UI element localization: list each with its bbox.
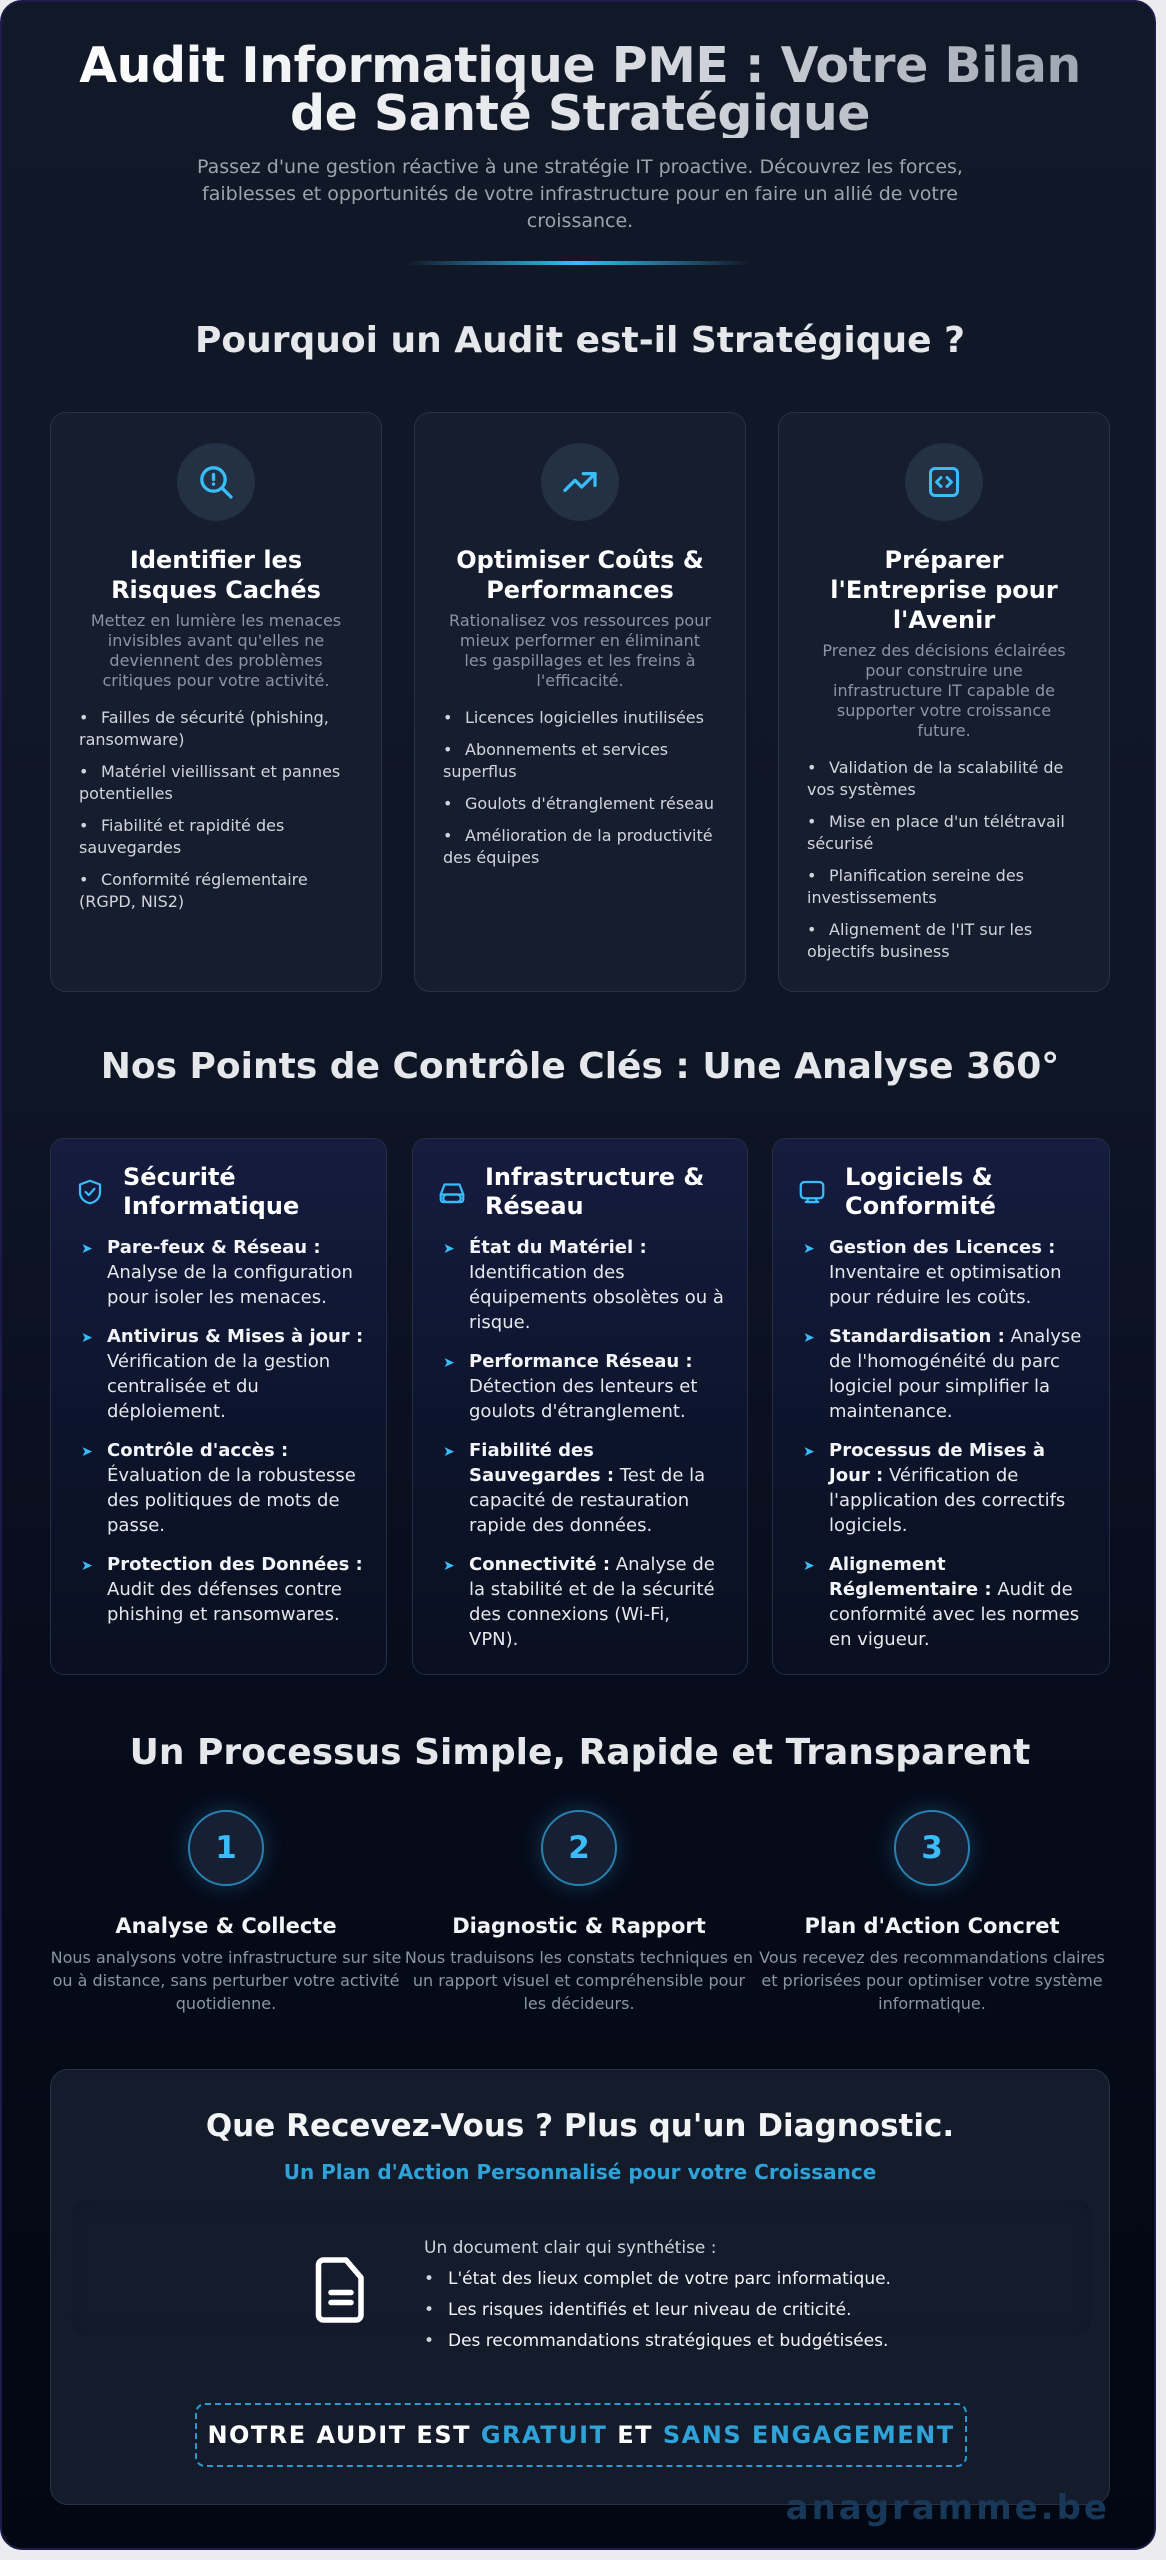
arrow-icon: ➤ — [81, 1558, 93, 1574]
page-title: Audit Informatique PME : Votre Bilan de Santé Stratégique — [50, 42, 1110, 138]
arrow-icon: ➤ — [803, 1241, 815, 1257]
document-icon — [311, 2255, 371, 2325]
step-title: Diagnostic & Rapport — [452, 1914, 706, 1938]
hero — [2, 37, 1156, 235]
accent-divider — [405, 261, 750, 265]
list-item: • Abonnements et services superflus — [443, 740, 669, 781]
why-card-title: Optimiser Coûts & Performances — [456, 546, 704, 604]
deliverable-lead: Un document clair qui synthétise : — [424, 2238, 717, 2258]
step-title: Analyse & Collecte — [115, 1914, 337, 1938]
step-number-badge: 2 — [541, 1810, 617, 1886]
list-item: ➤ Processus de Mises à Jour : Vérification de l'application des correctifs logiciels. — [803, 1440, 1066, 1536]
arrow-icon: ➤ — [81, 1330, 93, 1346]
hard-drive-icon — [437, 1177, 467, 1207]
list-item: • Planification sereine des investissements — [807, 866, 1024, 907]
arrow-icon: ➤ — [443, 1444, 455, 1460]
arrow-icon: ➤ — [803, 1330, 815, 1346]
arrow-icon: ➤ — [443, 1355, 455, 1371]
process-step-1 — [50, 1810, 402, 2015]
list-item: • Alignement de l'IT sur les objectifs business — [807, 920, 1033, 961]
list-item: • Fiabilité et rapidité des sauvegardes — [79, 816, 285, 857]
process-section-title: Un Processus Simple, Rapide et Transparent — [129, 1732, 1031, 1773]
list-item: ➤ Contrôle d'accès : Évaluation de la robustesse des politiques de mots de passe. — [81, 1440, 356, 1536]
list-item: • Amélioration de la productivité des équipes — [443, 826, 713, 867]
list-item: • Conformité réglementaire (RGPD, NIS2) — [79, 870, 308, 911]
control-card-software — [772, 1138, 1110, 1675]
list-item: ➤ Protection des Données : Audit des défenses contre phishing et ransomwares. — [81, 1554, 363, 1625]
step-desc: Nous analysons votre infrastructure sur site ou à distance, sans perturber votre activité quotidienne. — [50, 1948, 402, 2013]
list-item: ➤ Connectivité : Analyse de la stabilité et de la sécurité des connexions (Wi-Fi, VPN). — [443, 1554, 715, 1650]
why-card-title: Identifier les Risques Cachés — [111, 546, 321, 604]
list-item: • Mise en place d'un télétravail sécurisé — [807, 812, 1065, 853]
list-item: • Validation de la scalabilité de vos systèmes — [807, 758, 1064, 799]
control-card-infrastructure — [412, 1138, 748, 1675]
why-card-costs — [414, 412, 746, 992]
control-card-title: Infrastructure & Réseau — [485, 1163, 705, 1220]
why-section-title: Pourquoi un Audit est-il Stratégique ? — [195, 320, 965, 361]
step-desc: Nous traduisons les constats techniques en un rapport visuel et compréhensible pour les décideurs. — [404, 1948, 754, 2013]
list-item: • Des recommandations stratégiques et budgétisées. — [424, 2331, 889, 2351]
arrow-icon: ➤ — [81, 1444, 93, 1460]
list-item: ➤ Fiabilité des Sauvegardes : Test de la capacité de restauration rapide des données. — [443, 1440, 706, 1536]
free-audit-banner: NOTRE AUDIT EST GRATUIT ET SANS ENGAGEMENT — [195, 2403, 967, 2467]
step-number-badge: 3 — [894, 1810, 970, 1886]
arrow-icon: ➤ — [81, 1241, 93, 1257]
arrow-icon: ➤ — [803, 1558, 815, 1574]
list-item: • Les risques identifiés et leur niveau de criticité. — [424, 2300, 852, 2320]
arrow-icon: ➤ — [443, 1241, 455, 1257]
why-card-future — [778, 412, 1110, 992]
step-desc: Vous recevez des recommandations claires et priorisées pour optimiser votre système informatique. — [759, 1948, 1105, 2013]
arrow-icon: ➤ — [443, 1558, 455, 1574]
step-title: Plan d'Action Concret — [804, 1914, 1060, 1938]
why-card-risks — [50, 412, 382, 992]
shield-check-icon — [75, 1177, 105, 1207]
deliverable-subtitle: Un Plan d'Action Personnalisé pour votre Croissance — [283, 2160, 877, 2184]
list-item: • Matériel vieillissant et pannes potentielles — [79, 762, 341, 803]
list-item: • Failles de sécurité (phishing, ransomware) — [79, 708, 329, 749]
monitor-icon — [797, 1177, 827, 1207]
why-card-desc: Prenez des décisions éclairées pour construire une infrastructure IT capable de supporter votre croissance future. — [822, 641, 1066, 740]
list-item: • Goulots d'étranglement réseau — [443, 794, 715, 813]
list-item: • Licences logicielles inutilisées — [443, 708, 704, 727]
arrow-icon: ➤ — [803, 1444, 815, 1460]
list-item: • L'état des lieux complet de votre parc informatique. — [424, 2269, 891, 2289]
list-item: ➤ Standardisation : Analyse de l'homogénéité du parc logiciel pour simplifier la maintenance. — [803, 1326, 1082, 1422]
why-card-list — [443, 707, 717, 869]
list-item: ➤ Pare-feux & Réseau : Analyse de la configuration pour isoler les menaces. — [81, 1237, 353, 1308]
hero-subtitle: Passez d'une gestion réactive à une stratégie IT proactive. Découvrez les forces, faiblesses et opportunités de votre infrastructure pour en faire un allié de votre croissance. — [197, 156, 963, 232]
controls-section-title: Nos Points de Contrôle Clés : Une Analyse 360° — [100, 1046, 1060, 1087]
list-item: ➤ Performance Réseau : Détection des lenteurs et goulots d'étranglement. — [443, 1351, 698, 1422]
process-step-3 — [756, 1810, 1108, 2015]
deliverable-title: Que Recevez-Vous ? Plus qu'un Diagnostic. — [205, 2108, 955, 2144]
control-card-security — [50, 1138, 387, 1675]
list-item: ➤ Gestion des Licences : Inventaire et optimisation pour réduire les coûts. — [803, 1237, 1062, 1308]
why-card-list — [807, 757, 1081, 963]
list-item: ➤ Alignement Réglementaire : Audit de conformité avec les normes en vigueur. — [803, 1554, 1080, 1650]
why-card-list — [79, 707, 353, 913]
why-card-title: Préparer l'Entreprise pour l'Avenir — [830, 546, 1058, 634]
deliverable-card — [50, 2069, 1110, 2505]
control-card-title: Sécurité Informatique — [123, 1163, 300, 1220]
code-square-icon — [905, 443, 983, 521]
why-card-desc: Mettez en lumière les menaces invisibles avant qu'elles ne deviennent des problèmes critiques pour votre activité. — [90, 611, 342, 690]
process-step-2 — [403, 1810, 755, 2015]
list-item: ➤ État du Matériel : Identification des équipements obsolètes ou à risque. — [443, 1237, 724, 1333]
step-number-badge: 1 — [188, 1810, 264, 1886]
deliverable-summary — [71, 2200, 1091, 2351]
search-alert-icon — [177, 443, 255, 521]
watermark: anagramme.be — [785, 2488, 1110, 2528]
control-card-title: Logiciels & Conformité — [845, 1163, 996, 1220]
list-item: ➤ Antivirus & Mises à jour : Vérification de la gestion centralisée et du déploiement. — [81, 1326, 364, 1422]
trending-up-icon — [541, 443, 619, 521]
why-card-desc: Rationalisez vos ressources pour mieux performer en éliminant les gaspillages et les freins à l'efficacité. — [449, 611, 711, 690]
